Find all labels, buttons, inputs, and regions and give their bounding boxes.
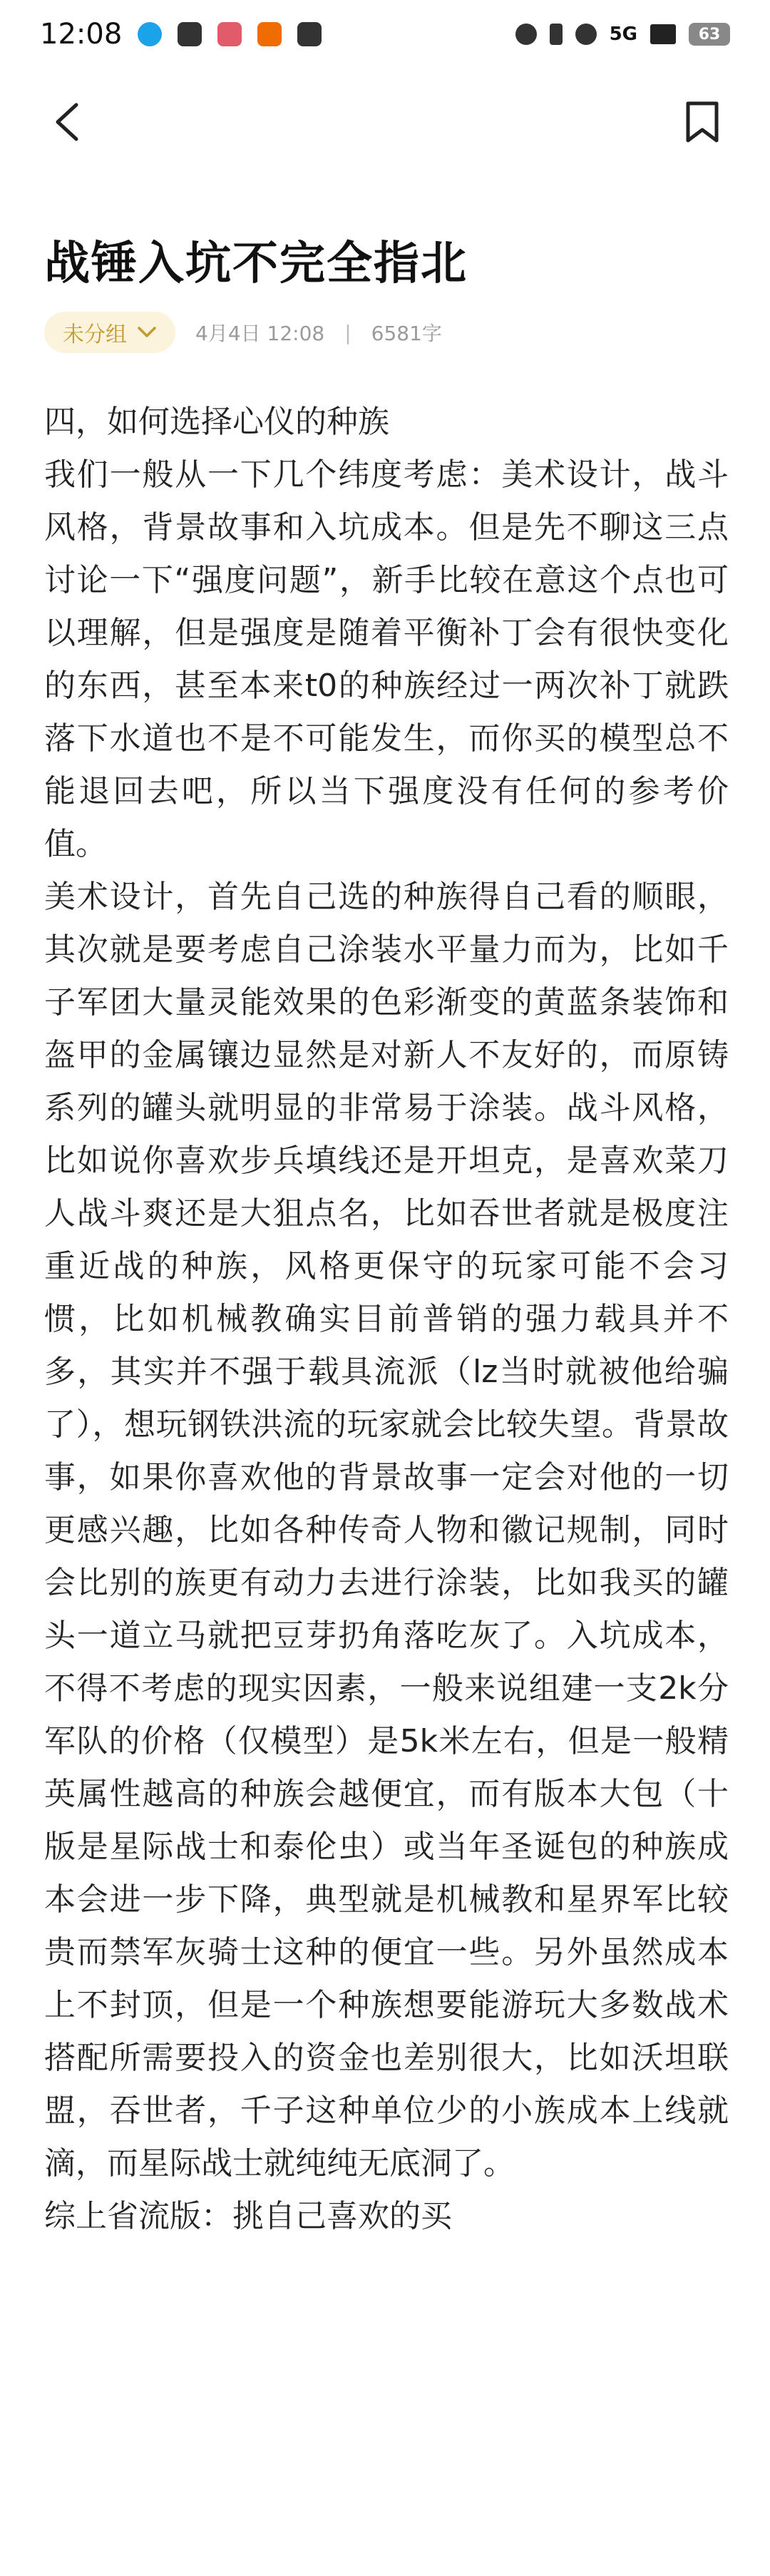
bookmark-button[interactable] — [677, 97, 727, 147]
paragraph-intro: 我们一般从一下几个纬度考虑：美术设计，战斗风格，背景故事和入坑成本。但是先不聊这三点讨论一下“强度问题”，新手比较在意这个点也可以理解，但是强度是随着平衡补丁会有很快变化的东西，甚至本来t0的种族经过一两次补丁就跌落下水道也不是不可能发生，而你买的模型总不能退回去吧，所以当下强度没有任何的参考价值。 — [44, 456, 729, 862]
status-bar — [0, 0, 770, 68]
word-count: 6581字 — [371, 322, 442, 345]
shopping-app-icon — [257, 22, 282, 46]
alarm-icon — [515, 24, 537, 45]
chevron-left-icon — [52, 102, 83, 142]
message-app-icon — [297, 22, 322, 46]
meta-separator: | — [344, 320, 351, 344]
nav-bar — [0, 78, 770, 164]
battery-indicator: 63 — [689, 23, 730, 46]
signal-bars-icon — [650, 24, 676, 44]
group-selector[interactable] — [44, 312, 175, 353]
paragraph-heading: 四，如何选择心仪的种族 — [44, 404, 389, 440]
video-app-icon — [178, 22, 202, 46]
back-button[interactable] — [43, 97, 93, 147]
music-app-icon — [217, 22, 242, 46]
note-meta — [44, 310, 442, 354]
signal-label: 5G — [609, 24, 637, 45]
chevron-down-icon — [137, 326, 157, 339]
note-body[interactable] — [44, 396, 729, 2243]
vibrate-icon — [550, 24, 563, 45]
status-time: 12:08 — [40, 18, 123, 51]
note-date: 4月4日 12:08 — [195, 322, 325, 345]
bookmark-icon — [684, 100, 721, 144]
group-label: 未分组 — [63, 322, 127, 347]
page-title: 战锤入坑不完全指北 — [44, 237, 468, 290]
paragraph-summary: 综上省流版：挑自己喜欢的买 — [44, 2198, 452, 2234]
qq-icon — [138, 22, 162, 46]
hd-icon — [575, 24, 597, 45]
paragraph-details: 美术设计，首先自己选的种族得自己看的顺眼，其次就是要考虑自己涂装水平量力而为，比如千子军团大量灵能效果的色彩渐变的黄蓝条装饰和盔甲的金属镶边显然是对新人不友好的，而原铸系列的罐头就明显的非常易于涂装。战斗风格，比如说你喜欢步兵填线还是开坦克，是喜欢菜刀人战斗爽还是大狙点名，比如吞世者就是极度注重近战的种族，风格更保守的玩家可能不会习惯，比如机械教确实目前普销的强力载具并不多，其实并不强于载具流派（lz当时就被他给骗了），想玩钢铁洪流的玩家就会比较失望。背景故事，如果你喜欢他的背景故事一定会对他的一切更感兴趣，比如各种传奇人物和徽记规制，同时会比别的族更有动力去进行涂装，比如我买的罐头一道立马就把豆芽扔角落吃灰了。入坑成本，不得不考虑的现实因素，一般来说组建一支2k分军队的价格（仅模型）是5k米左右，但是一般精英属性越高的种族会越便宜，而有版本大包（十版是星际战士和泰伦虫）或当年圣诞包的种族成本会进一步下降，典型就是机械教和星界军比较贵而禁军灰骑士这种的便宜一些。另外虽然成本上不封顶，但是一个种族想要能游玩大多数战术搭配所需要投入的资金也差别很大，比如沃坦联盟，吞世者，千子这种单位少的小族成本上线就滴，而星际战士就纯纯无底洞了。 — [44, 879, 729, 2182]
